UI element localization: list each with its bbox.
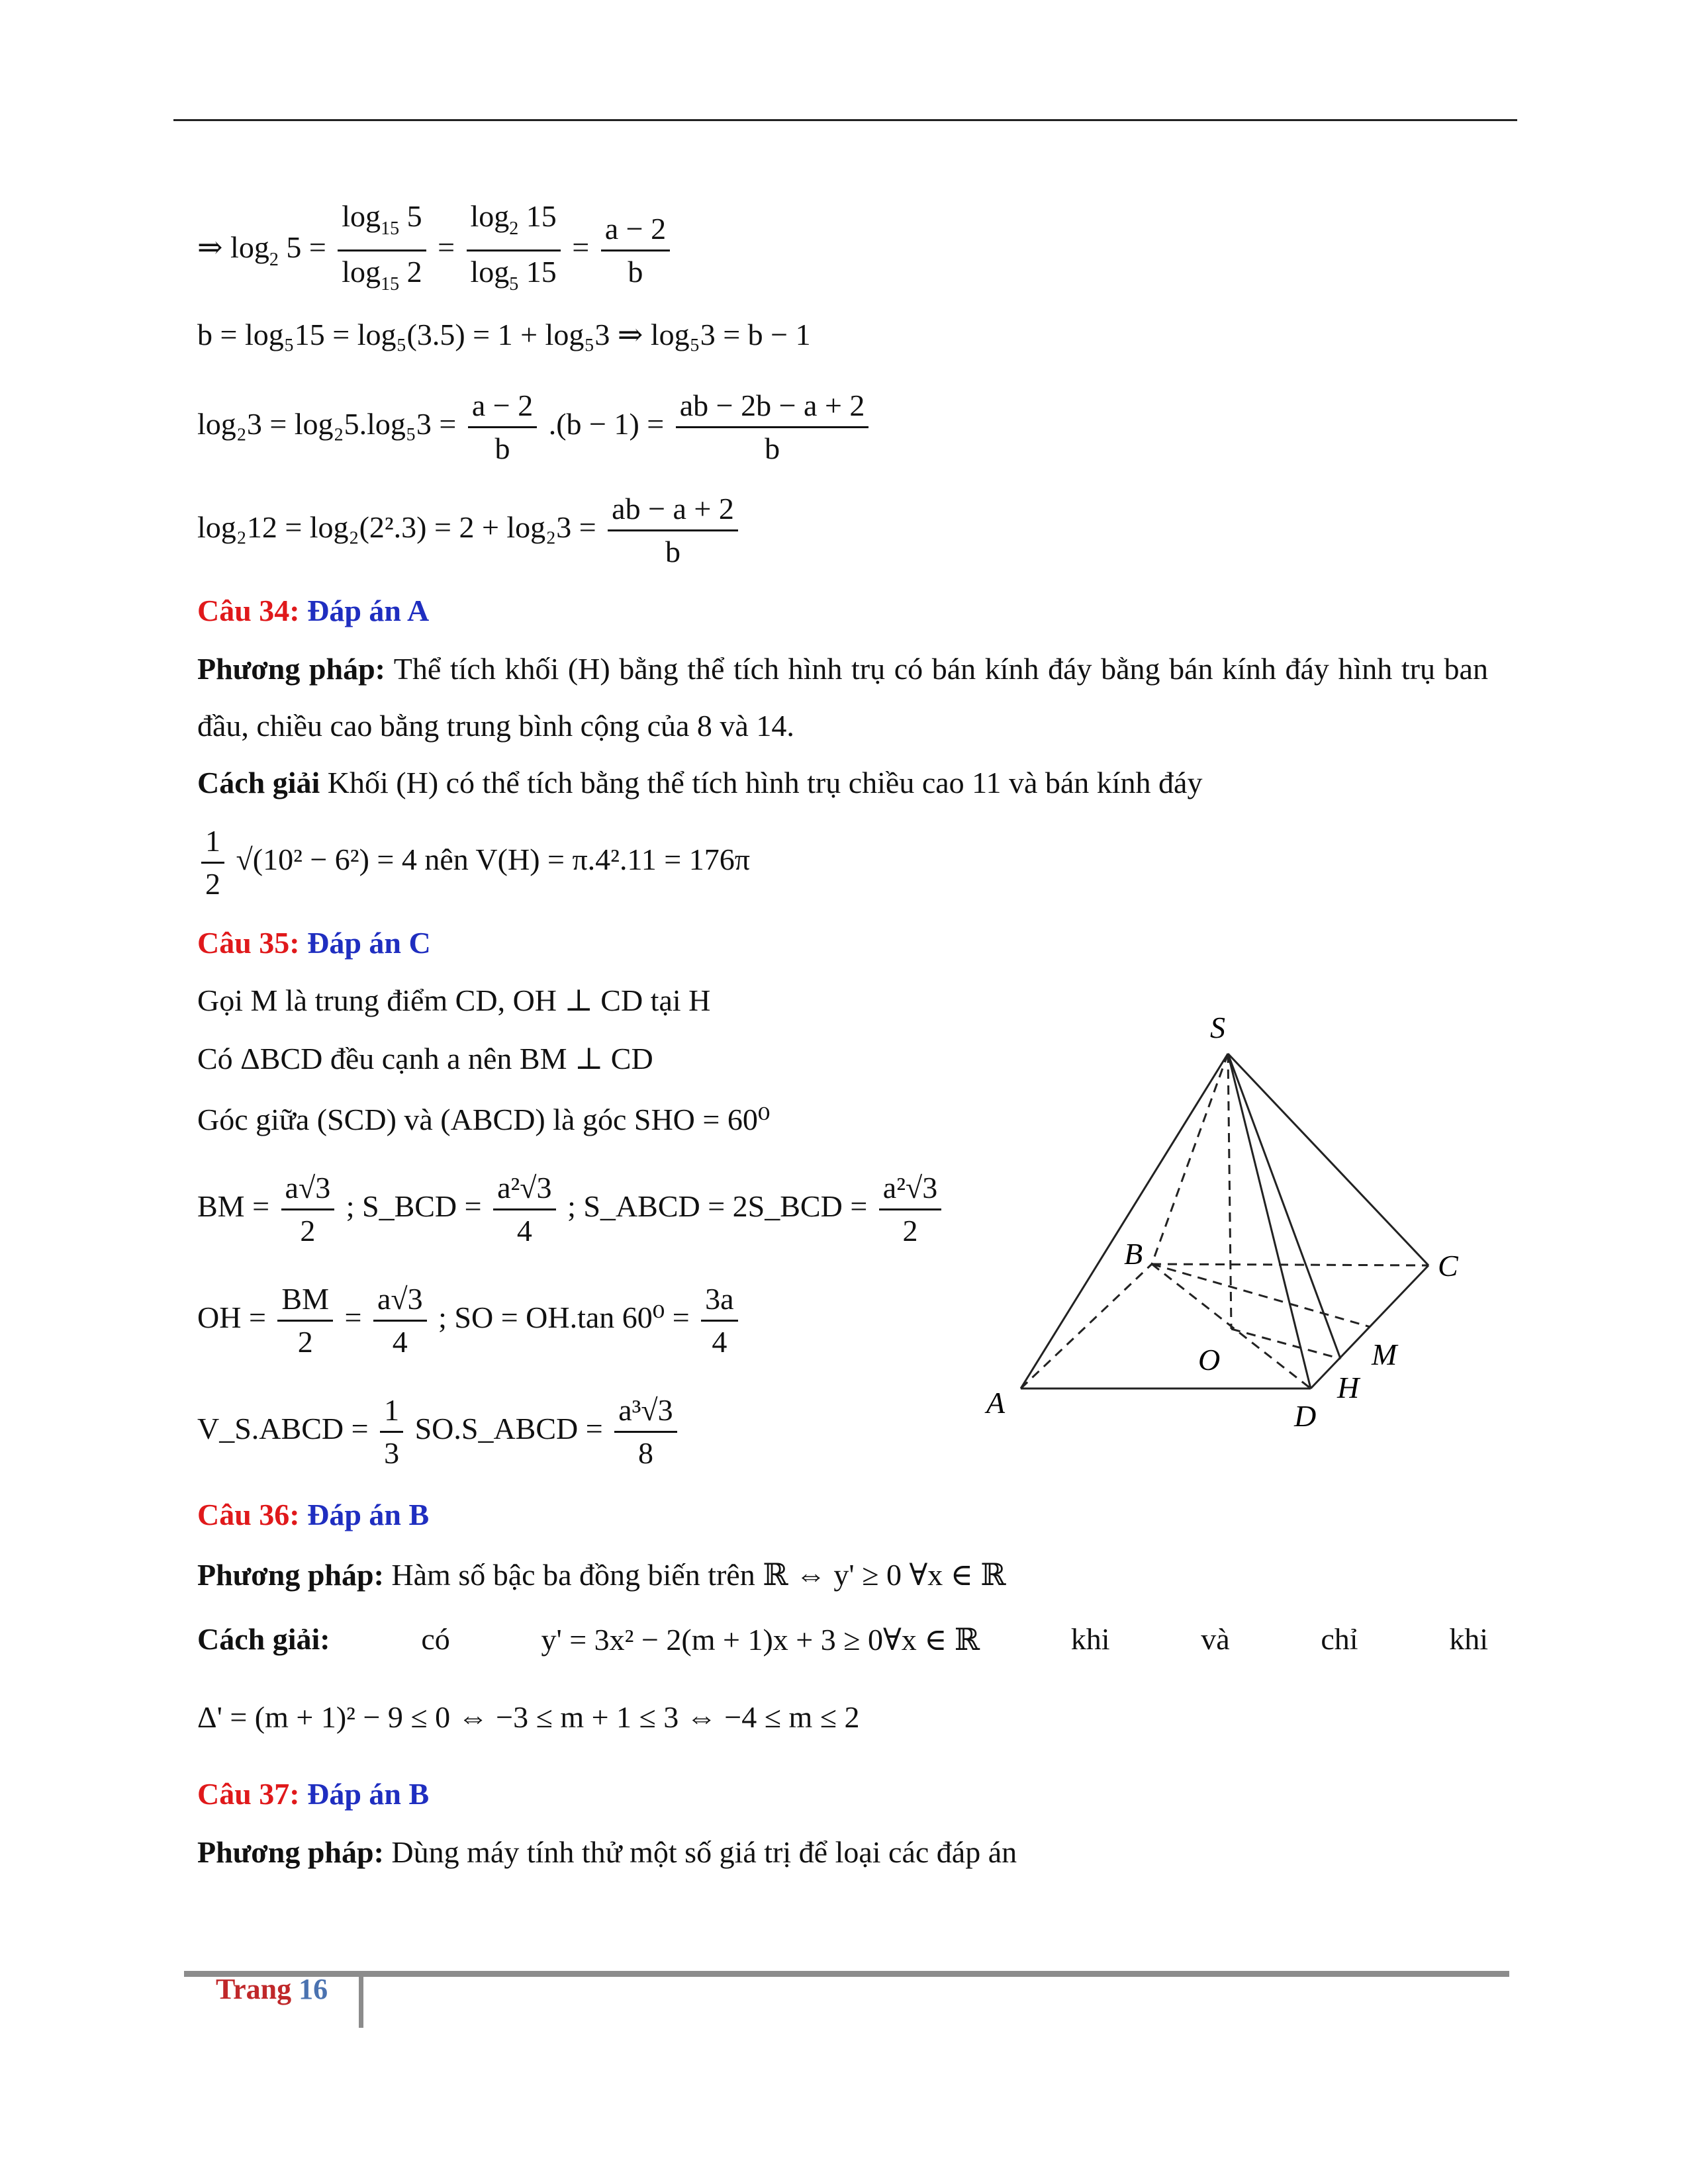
label-d: D <box>1294 1399 1317 1433</box>
math-line-2: b = log₅15 = log₅(3.5) = 1 + log₅3 ⇒ log₅3 = b − 1 <box>197 318 811 351</box>
page-footer: Trang 16 <box>216 1973 328 2005</box>
footer-rule <box>184 1971 1509 1977</box>
q35-line-2: Có ΔBCD đều cạnh a nên BM ⊥ CD <box>197 1042 653 1075</box>
q34-formula: $\frac{1}{2}$ √(10² − 6²) = 4 nên V(H) = π.4².11 = 176π <box>197 821 750 905</box>
label-b: B <box>1124 1237 1143 1271</box>
q36-line-2: Δ' = (m + 1)² − 9 ≤ 0 ⇔ −3 ≤ m + 1 ≤ 3 ⇔ −4 ≤ m ≤ 2 <box>197 1700 860 1734</box>
q35-formula-1: BM = $\frac{a√3}{2}$ ; S_BCD = $\frac{\text{a²√3}}{4}$ ; S_ABCD = 2S_BCD = $\frac{\text{a²√3}}{2}$ <box>197 1167 945 1251</box>
math-line-1: ⇒ $\log_2 5$ = $\frac{\log_{15} 5}{\log_{15} 2}$ = $\frac{\log_2 15}{\log_5 15}$ = $\frac{a - 2}{b}$ <box>197 196 674 305</box>
q35-line-1: Gọi M là trung điểm CD, OH ⊥ CD tại H <box>197 983 711 1017</box>
label-s: S <box>1210 1011 1225 1044</box>
q37-method: Phương pháp: Dùng máy tính thử một số giá trị để loại các đáp án <box>197 1835 1017 1869</box>
page-number: 16 <box>299 1973 328 2005</box>
top-rule <box>173 119 1517 121</box>
q37-heading: Câu 37: Đáp án B <box>197 1777 430 1811</box>
q34-heading: Câu 34: Đáp án A <box>197 594 430 627</box>
edge-oh <box>1231 1329 1340 1359</box>
edge-bc <box>1152 1264 1429 1265</box>
edge-sd <box>1228 1054 1311 1388</box>
footer-divider <box>359 1971 363 2028</box>
math-line-3: log₂3 = log₂5.log₅3 = $\frac{a - 2}{b}$ .(b − 1) = $\frac{ab - 2b - a + 2}{b}$ <box>197 385 872 469</box>
label-c: C <box>1438 1249 1458 1283</box>
q34-method: Phương pháp: Thể tích khối (H) bằng thể tích hình trụ có bán kính đáy bằng bán kính đáy hình trụ ban đầu, chiều cao bằng trung bình cộng của 8 và 14. <box>197 652 1488 743</box>
math-line-4: log₂12 = log₂(2².3) = 2 + log₂3 = $\frac{ab - a + 2}{b}$ <box>197 488 742 572</box>
q36-heading: Câu 36: Đáp án B <box>197 1498 430 1531</box>
q35-heading: Câu 35: Đáp án C <box>197 926 431 960</box>
q35-formula-3: V_S.ABCD = $\frac{1}{3}$ SO.S_ABCD = $\frac{\text{a³√3}}{8}$ <box>197 1390 681 1474</box>
pyramid-figure <box>966 993 1483 1456</box>
fraction: $\frac{\log_{15} 5}{\log_{15} 2}$ <box>338 196 426 305</box>
label-o: O <box>1198 1343 1221 1377</box>
edge-bm <box>1152 1264 1370 1327</box>
edge-sc <box>1228 1054 1429 1265</box>
fraction: $\frac{\log_2 15}{\log_5 15}$ <box>467 196 561 305</box>
fraction: $\frac{a - 2}{b}$ <box>601 208 670 293</box>
edge-sa <box>1021 1054 1228 1388</box>
q36-solution: Cách giải: có y' = 3x² − 2(m + 1)x + 3 ≥ 0∀x ∈ ℝ khi và chỉ khi <box>197 1622 1488 1657</box>
q36-method: Phương pháp: Hàm số bậc ba đồng biến trên ℝ ⇔ y' ≥ 0 ∀x ∈ ℝ <box>197 1558 1006 1592</box>
q35-formula-2: OH = $\frac{BM}{2}$ = $\frac{a√3}{4}$ ; SO = OH.tan 60⁰ = $\frac{3a}{4}$ <box>197 1279 742 1363</box>
q35-line-3: Góc giữa (SCD) và (ABCD) là góc SHO = 60⁰ <box>197 1103 771 1136</box>
label-m: M <box>1372 1338 1397 1371</box>
q34-solution: Cách giải Khối (H) có thể tích bằng thể tích hình trụ chiều cao 11 và bán kính đáy <box>197 766 1203 799</box>
label-h: H <box>1337 1371 1360 1404</box>
label-a: A <box>986 1386 1006 1420</box>
